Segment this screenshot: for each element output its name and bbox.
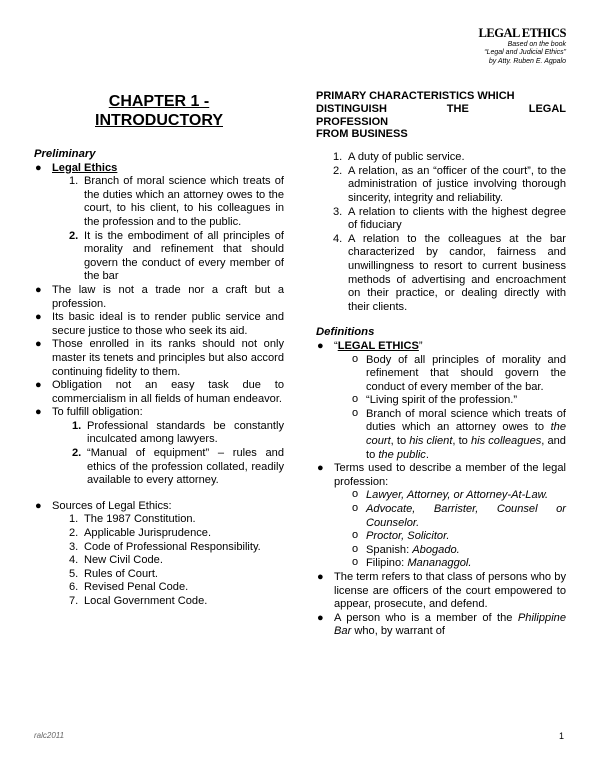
list-item: 2. It is the embodiment of all principles of morality and refinement that should govern the conduct of every member of the bar [69,229,284,283]
list-item: 2. Applicable Jurisprudence. [69,527,212,540]
list-item: ● Obligation not an easy task due to commercialism in all fields of human endeavor. [35,379,284,405]
list-item: 4. A relation to the colleagues at the bar characterized by candor, fairness and unwillingness to resort to current business methods of advertising and encroachment on their practice, or dealing directly with their clients. [333,232,566,313]
fulfill-list [72,420,284,488]
chapter-title: CHAPTER 1 - INTRODUCTORY [95,93,223,129]
section-definitions: Definitions [316,326,375,339]
legal-ethics-term: LEGAL ETHICS [337,339,419,352]
list-item: o Body of all principles of morality and refinement that should govern the conduct of every member of the bar. [352,352,566,393]
list-item: o Lawyer, Attorney, or Attorney-At-Law. [352,488,549,502]
bullet-icon: ● [35,406,42,419]
legal-ethics-definitions [352,354,566,463]
header-subtitle-1: Based on the book [507,41,566,48]
circle-bullet-icon: o [352,352,359,365]
bullet-icon: ● [35,311,42,324]
list-item: 1. Professional standards be constantly inculcated among lawyers. [72,419,284,446]
list-item: 2. A relation, as an “officer of the court”, to the administration of justice involving thorough sincerity, integrity and reliability. [333,164,566,204]
definitions-list [316,340,566,639]
legal-ethics-heading: Legal Ethics [52,161,118,174]
list-item: 3. A relation to clients with the highest degree of fiduciary [333,205,566,232]
list-item: ● Those enrolled in its ranks should not only master its tenets and principles but also accord continuing fidelity to them. [35,338,284,378]
list-item: o Advocate, Barrister, Counsel or Counselor. [352,502,566,529]
sources-heading: Sources of Legal Ethics: [52,499,172,512]
bullet-icon: ● [35,338,42,351]
list-item [34,406,284,488]
header-subtitle-3: by Atty. Ruben E. Agpalo [488,57,566,65]
bullet-icon: ● [317,462,324,475]
list-item [34,162,284,284]
list-item: 1. Branch of moral science which treats of the duties which an attorney owes to the court, to his client, to his colleagues in the profession and to the public. [69,175,284,228]
bullet-icon: ● [317,611,324,624]
bullet-icon: ● [317,571,324,583]
sources-numbered-list [69,513,284,608]
list-item: o Filipino: Mananaggol. [352,556,472,570]
circle-bullet-icon: o [352,406,359,419]
circle-bullet-icon: o [352,488,359,501]
running-header [479,26,566,66]
right-column [316,90,566,639]
list-item: ● Its basic ideal is to render public service and secure justice to those who seek its aid. [35,311,284,337]
list-item: o Proctor, Solicitor. [352,529,450,543]
bullet-icon: ● [35,161,42,174]
left-column [34,90,284,609]
list-item: 2. “Manual of equipment” – rules and ethics of the profession collated, readily available to every attorney. [72,447,284,487]
list-item: 7. Local Government Code. [69,595,208,607]
bullet-icon: ● [35,283,42,296]
sources-list [34,500,284,609]
list-item: ● A person who is a member of the Philippine Bar who, by warrant of [317,611,566,638]
preliminary-list [34,162,284,488]
list-item [34,500,284,609]
list-item: ● The law is not a trade nor a craft but a profession. [35,283,284,310]
list-item: ● Terms used to describe a member of the legal profession: o Lawyer, Attorney, or Attorney-At-Law. o Advocate, Barrister, Counsel or Counselor. o Proctor, Solicitor. o Spanish: Abogado. o Filipino: Mananaggol. [317,462,566,570]
list-item: 4. New Civil Code. [69,554,163,567]
list-item: o Branch of moral science which treats of duties which an attorney owes to the court, to his client, to his colleagues, and to the public. [352,406,566,461]
list-item: 1. The 1987 Constitution. [69,513,196,526]
circle-bullet-icon: o [352,529,359,542]
footer-left: ralc2011 [34,731,65,740]
bullet-icon: ● [317,339,324,352]
list-item: o Spanish: Abogado. [352,542,460,556]
list-item: 5. Rules of Court. [69,567,158,580]
circle-bullet-icon: o [352,556,359,569]
list-item: 3. Code of Professional Responsibility. [69,540,261,553]
characteristics-heading: PRIMARY CHARACTERISTICS WHICH DISTINGUISH THE LEGAL PROFESSION FROM BUSINESS [316,90,566,141]
bullet-icon: ● [35,379,42,392]
fulfill-heading: To fulfill obligation: [52,406,143,419]
characteristics-list [333,151,566,314]
circle-bullet-icon: o [352,393,359,406]
list-item: ● The term refers to that class of persons who by license are officers of the court empowered to appear, prosecute, and defend. [317,571,566,611]
bullet-icon: ● [35,499,42,512]
section-preliminary: Preliminary [34,148,96,160]
header-subtitle-2: “Legal and Judicial Ethics” [484,49,566,57]
circle-bullet-icon: o [352,542,359,555]
list-item: o “Living spirit of the profession.” [352,393,518,407]
terms-list [352,489,566,571]
page-number: 1 [559,731,565,741]
list-item: 1. A duty of public service. [333,151,465,164]
list-item: 6. Revised Penal Code. [69,581,189,594]
list-item: ● “LEGAL ETHICS” o Body of all principles of morality and refinement that should govern the conduct of every member of the bar. o “Living spirit of the profession.” o Branch of moral science which treats of duties which an attorney owes to the court, to his client, to his colleagues, and to the public. [317,339,566,461]
circle-bullet-icon: o [352,502,359,515]
header-title: LEGAL ETHICS [478,26,566,40]
legal-ethics-numbered-list [69,175,284,284]
